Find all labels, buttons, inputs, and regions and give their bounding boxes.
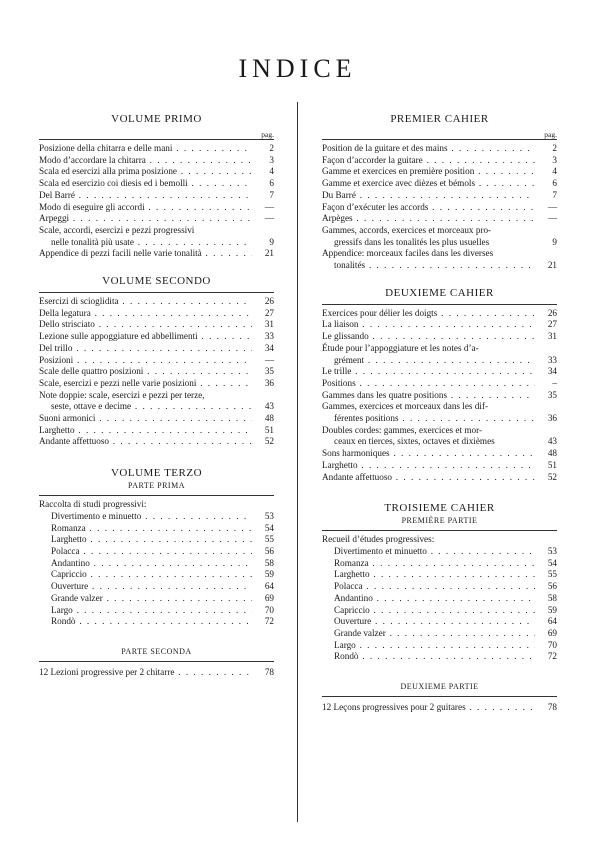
entry-page: 55 [547,569,557,580]
entry-title: Scale, esercizi e pezzi nelle varie posizioni . . . [39,378,252,390]
entry-page: 56 [264,545,274,556]
entry-page: — [264,354,274,365]
entry-page: 55 [264,534,274,545]
list-item[interactable] [39,378,274,390]
entry-title: Rondò . . . [39,616,252,628]
list-item[interactable] [39,605,274,617]
entry-title-line1: Note doppie: scale, esercizi e pezzi per terze, [39,389,205,400]
section-title-volume-primo: VOLUME PRIMO [111,113,202,125]
entry-page: 59 [264,569,274,580]
entry-page: 27 [264,307,274,318]
entry-title: Gamme et exercice avec dièzes et bémols . . . [322,178,535,190]
entry-title: Divertimento e minuetto . . . [39,511,252,523]
list-item[interactable] [39,343,274,355]
list-item[interactable] [322,472,557,484]
volume-secondo-list [39,296,274,390]
list-item[interactable] [39,178,274,190]
entry-title: Larghetto . . . [39,425,252,437]
entry-page: 2 [552,143,557,153]
entry-title: Posizione della chitarra e delle mani . . . [39,143,252,155]
list-item[interactable] [322,178,557,190]
entry-title: Andantino . . . [322,593,535,605]
entry-title: Scala ed esercizi alla prima posizione . . . [39,166,252,178]
entry-page: 53 [547,545,557,556]
entry-page: 9 [552,236,557,247]
entry-page: 35 [264,366,274,377]
french-index-column [322,102,557,714]
list-item[interactable] [39,534,274,546]
entry-page: 33 [547,354,557,365]
list-item[interactable] [322,628,557,640]
section-title-troisieme-cahier: TROISIEME CAHIER [384,502,495,515]
list-item[interactable] [39,667,274,679]
list-item[interactable] [322,308,557,320]
entry-title: Grande valzer . . . [322,628,535,640]
entry-page: 31 [547,331,557,342]
entry-page: 35 [547,389,557,400]
list-item[interactable] [39,546,274,558]
list-item[interactable] [322,569,557,581]
list-item[interactable] [39,511,274,523]
entry-title: Romanza . . . [322,558,535,570]
entry-title: Posizioni . . . [39,355,252,367]
entry-title: Capriccio . . . [322,605,535,617]
entry-page: 72 [547,651,557,662]
entry-title: Rondò . . . [322,651,535,663]
list-item[interactable] [322,581,557,593]
entry-page: — [264,213,274,224]
entry-title-line1: Gammes, accords, exercices et morceaux pro- [322,224,492,235]
section-title-volume-secondo: VOLUME SECONDO [102,275,211,288]
deuxieme-cahier-list-2 [322,366,557,401]
entry-page: 69 [264,592,274,603]
collection-intro: Recueil d’études progressives: [322,534,435,545]
list-item[interactable] [322,248,557,271]
entry-title: Largo . . . [39,605,252,617]
list-item[interactable] [39,166,274,178]
entry-page: 2 [269,143,274,153]
list-item[interactable] [322,390,557,402]
entry-title: Del Barré . . . [39,190,252,202]
list-item[interactable] [322,319,557,331]
entry-page: 7 [552,189,557,200]
list-item[interactable] [322,605,557,617]
list-item[interactable] [322,425,557,448]
list-item[interactable] [322,401,557,424]
entry-title: Positions . . . [322,378,535,390]
list-item[interactable] [39,569,274,581]
entry-title: Della legatura . . . [39,308,252,320]
list-item[interactable] [322,702,557,714]
entry-title: Sons harmoniques . . . [322,448,535,460]
list-item[interactable] [39,523,274,535]
premier-cahier-list [322,143,557,225]
list-item[interactable] [322,546,557,558]
list-item[interactable] [39,558,274,570]
list-item[interactable] [322,448,557,460]
list-item[interactable] [322,366,557,378]
list-item[interactable] [39,308,274,320]
list-item[interactable] [39,413,274,425]
entry-page: 34 [547,366,557,377]
list-item[interactable] [322,190,557,202]
collection-intro: Raccolta di studi progressivi: [39,499,147,510]
entry-title: Andante affettuoso . . . [322,472,535,484]
entry-page: 43 [264,401,274,412]
list-item[interactable] [322,225,557,248]
entry-title: Suoni armonici . . . [39,413,252,425]
entry-page: 64 [547,616,557,627]
entry-page: 6 [269,178,274,189]
entry-page: 27 [547,319,557,330]
entry-page: 58 [264,557,274,568]
list-item[interactable] [39,436,274,448]
entry-page: 36 [264,377,274,388]
entry-title: Ouverture . . . [322,616,535,628]
entry-page: 72 [264,616,274,627]
entry-title: Larghetto . . . [322,460,535,472]
entry-page: 56 [547,581,557,592]
entry-page: 70 [547,639,557,650]
list-item[interactable] [322,460,557,472]
list-item[interactable] [39,202,274,214]
list-item[interactable] [39,366,274,378]
entry-page: 51 [264,424,274,435]
entry-title: Le glissando . . . [322,331,535,343]
list-item[interactable] [39,190,274,202]
entry-page: 48 [264,413,274,424]
entry-title: Du Barré . . . [322,190,535,202]
entry-title: Scala ed esercizio coi diesis ed i bemolli . . . [39,178,252,190]
italian-index-column [39,102,274,679]
entry-title-line2: férentes positions . . . [334,413,535,425]
entry-page: 64 [264,581,274,592]
page-title: INDICE [238,54,357,83]
deuxieme-cahier-list [322,308,557,343]
entry-page: 26 [547,307,557,318]
volume-terzo-list [39,511,274,628]
entry-title: Scale delle quattro posizioni . . . [39,366,252,378]
entry-title: Dello strisciato . . . [39,319,252,331]
entry-title: Largo . . . [322,640,535,652]
entry-page: 70 [264,604,274,615]
entry-page: 52 [264,436,274,447]
entry-title-line2: ceaux en tierces, sixtes, octaves et dixièmes [334,436,495,447]
entry-page: 26 [264,296,274,307]
deuxieme-cahier-list-3 [322,448,557,483]
entry-title: Polacca . . . [322,581,535,593]
entry-page: 69 [547,627,557,638]
entry-title: Exercices pour délier les doigts . . . [322,308,535,320]
entry-title: Arpèges . . . [322,213,535,225]
entry-title-line1: Appendice: morceaux faciles dans les diverses [322,248,494,259]
entry-title-line1: Scale, accordi, esercizi e pezzi progressivi [39,224,195,235]
section-title-deuxieme-cahier: DEUXIEME CAHIER [385,286,494,299]
entry-page: — [547,201,557,212]
entry-page: 54 [264,522,274,533]
column-divider [297,102,298,822]
entry-page: 48 [547,448,557,459]
subsection-title-parte-prima: PARTE PRIMA [128,481,185,491]
entry-title: 12 Leçons progressives pour 2 guitares . . . [322,702,535,714]
list-item[interactable] [322,593,557,605]
entry-title: Appendice di pezzi facili nelle varie tonalità . . . [39,248,252,260]
entry-page: 78 [264,666,274,677]
entry-title: Façon d’accorder la guitare . . . [322,155,535,167]
entry-title: Le trille . . . [322,366,535,378]
list-item[interactable] [39,593,274,605]
entry-title: Arpeggi . . . [39,213,252,225]
entry-page: 53 [264,510,274,521]
list-item[interactable] [322,143,557,155]
list-item[interactable] [322,558,557,570]
entry-title: Position de la guitare et des mains . . . [322,143,535,155]
entry-title: La liaison . . . [322,319,535,331]
list-item[interactable] [39,355,274,367]
list-item[interactable] [39,425,274,437]
entry-title: Grande valzer . . . [39,593,252,605]
entry-title: Modo di eseguire gli accordi . . . [39,202,252,214]
volume-secondo-list-2 [39,413,274,448]
list-item[interactable] [322,202,557,214]
subsection-title-parte-seconda: PARTE SECONDA [121,646,192,656]
section-title-volume-terzo: VOLUME TERZO [110,467,203,480]
list-item[interactable] [322,640,557,652]
entry-title: Lezione sulle appoggiature ed abbellimenti . . . [39,331,252,343]
entry-page: 33 [264,331,274,342]
list-item[interactable] [39,319,274,331]
entry-page: 4 [552,166,557,177]
entry-page: — [547,213,557,224]
entry-page: 52 [547,471,557,482]
list-item[interactable] [39,390,274,413]
list-item[interactable] [39,213,274,225]
entry-title: Ouverture . . . [39,581,252,593]
entry-title-line1: Gammes, exercices et morceaux dans les dif- [322,401,489,412]
entry-title: Polacca . . . [39,546,252,558]
list-item[interactable] [322,378,557,390]
entry-title: Romanza . . . [39,523,252,535]
entry-page: — [264,201,274,212]
entry-page: 54 [547,557,557,568]
entry-page: 9 [269,236,274,247]
list-item[interactable] [322,213,557,225]
entry-title-line2: seste, ottave e decime . . . [51,401,252,413]
entry-page: 3 [552,154,557,165]
entry-page: 34 [264,342,274,353]
list-item[interactable] [322,651,557,663]
entry-title-line1: Doubles cordes: gammes, exercices et mor- [322,424,483,435]
entry-title: Gamme et exercices en première position . . . [322,166,535,178]
entry-title: Esercizi di scioglidita . . . [39,296,252,308]
list-item[interactable] [39,225,274,248]
list-item[interactable] [322,166,557,178]
list-item[interactable] [322,155,557,167]
volume-primo-list [39,143,274,225]
entry-page: 43 [547,436,557,447]
entry-page: 36 [547,413,557,424]
list-item[interactable] [322,343,557,366]
list-item[interactable] [39,296,274,308]
subsection-title-premiere-partie: PREMIÈRE PARTIE [401,516,478,526]
entry-title-line2: tonalités . . . [334,260,535,272]
entry-title-line2: gressifs dans les tonalités les plus usuelles [334,236,490,247]
list-item[interactable] [39,581,274,593]
entry-page: 21 [547,260,557,271]
entry-title-line1: Étude pour l’appoggiature et les notes d’a- [322,342,479,353]
entry-title: Façon d’exécuter les accords . . . [322,202,535,214]
entry-title: Modo d’accordare la chitarra . . . [39,155,252,167]
page-column-label: pag. [261,130,274,139]
entry-page: – [552,377,557,388]
entry-title: 12 Lezioni progressive per 2 chitarre . . . [39,667,252,679]
entry-title: Larghetto . . . [322,569,535,581]
entry-title: Del trillo . . . [39,343,252,355]
section-title-premier-cahier: PREMIER CAHIER [390,113,489,125]
list-item[interactable] [39,616,274,628]
entry-page: 6 [552,178,557,189]
list-item[interactable] [322,616,557,628]
entry-title: Andante affettuoso . . . [39,436,252,448]
entry-page: 51 [547,459,557,470]
entry-page: 78 [547,702,557,713]
list-item[interactable] [39,155,274,167]
entry-page: 31 [264,319,274,330]
entry-title-line2: grément . . . [334,355,535,367]
list-item[interactable] [39,248,274,260]
entry-title: Andantino . . . [39,558,252,570]
entry-title: Divertimento et minuetto . . . [322,546,535,558]
entry-title: Capriccio . . . [39,569,252,581]
entry-page: 21 [264,248,274,259]
subsection-title-deuxieme-partie: DEUXIEME PARTIE [400,682,479,692]
entry-title: Larghetto . . . [39,534,252,546]
entry-page: 7 [269,189,274,200]
troisieme-cahier-list [322,546,557,663]
list-item[interactable] [322,331,557,343]
entry-page: 59 [547,604,557,615]
entry-title-line2: nelle tonalità più usate . . . [51,237,252,249]
page-column-label: pag. [544,130,557,139]
list-item[interactable] [39,143,274,155]
entry-page: 3 [269,154,274,165]
entry-title: Gammes dans les quatre positions . . . [322,390,535,402]
entry-page: 4 [269,166,274,177]
entry-page: 58 [547,592,557,603]
list-item[interactable] [39,331,274,343]
